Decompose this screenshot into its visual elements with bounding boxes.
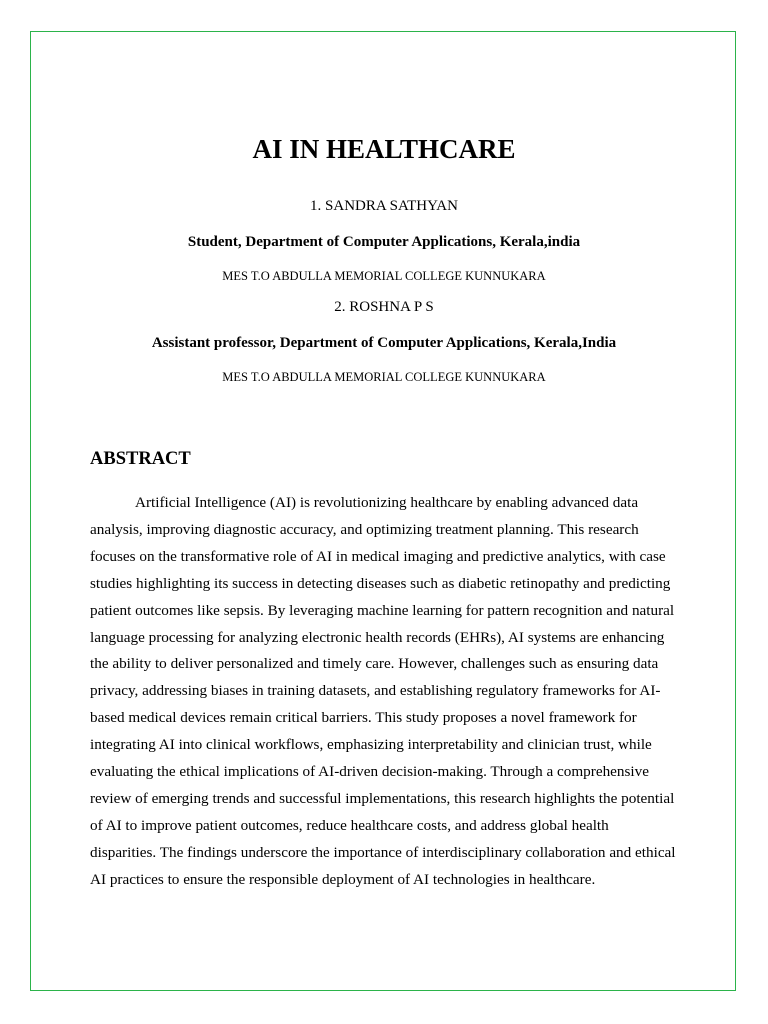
paper-title: AI IN HEALTHCARE (252, 134, 516, 164)
abstract-text: Artificial Intelligence (AI) is revolutionizing healthcare by enabling advanced data analysis, improving diagnostic accuracy, and optimizing treatment planning. This research focuses on the transformative role of AI in medical imaging and predictive analytics, with case studies highlighting its success in detecting diseases such as diabetic retinopathy and predicting patient outcomes like sepsis. By leveraging machine learning for pattern recognition and natural language processing for analyzing electronic health records (EHRs), AI systems are enhancing the ability to deliver personalized and timely care. However, challenges such as ensuring data privacy, addressing biases in training datasets, and establishing regulatory frameworks for AI-based medical devices remain critical barriers. This study proposes a novel framework for integrating AI into clinical workflows, emphasizing interpretability and clinician trust, while evaluating the ethical implications of AI-driven decision-making. Through a comprehensive review of emerging trends and successful implementations, this research highlights the potential of AI to improve patient outcomes, reduce healthcare costs, and address global health disparities. The findings underscore the importance of interdisciplinary collaboration and ethical AI practices to ensure the responsible deployment of AI technologies in healthcare. (90, 494, 676, 888)
author-2-affiliation: Assistant professor, Department of Computer Applications, Kerala,India (151, 335, 617, 351)
author-2-name: 2. ROSHNA P S (334, 299, 434, 315)
author-1-college: MES T.O ABDULLA MEMORIAL COLLEGE KUNNUKARA (222, 269, 546, 283)
author-1-affiliation: Student, Department of Computer Applications, Kerala,india (187, 234, 581, 250)
abstract-heading: ABSTRACT (90, 449, 191, 469)
author-1-name: 1. SANDRA SATHYAN (310, 198, 458, 214)
author-2-college: MES T.O ABDULLA MEMORIAL COLLEGE KUNNUKARA (222, 370, 546, 384)
